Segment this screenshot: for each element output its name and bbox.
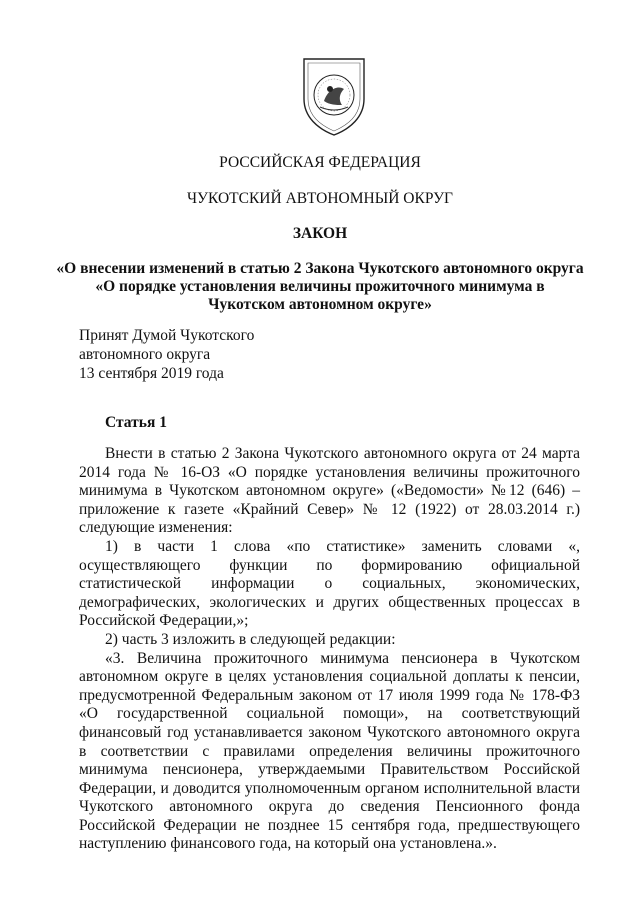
article-paragraph: «3. Величина прожиточного минимума пенсионера в Чукотском автономном округе в целях установления социальной доплаты к пенсии, предусмотренной Федеральным законом от 17 июля 1999 года № 178-ФЗ «О государственной социальной помощи», на соответствующий финансовый год устанавливается законом Чукотского автономного округа в соответствии с правилами определения величины прожиточного минимума пенсионера, утверждаемыми Правительством Российской Федерации, и доводится уполномоченным органом исполнительной власти Чукотского автономного округа до сведения Пенсионного фонда Российской Федерации не позднее 15 сентября года, предшествующего наступлению финансового года, на который она установлена.». — [79, 649, 580, 853]
article-paragraph: Внести в статью 2 Закона Чукотского автономного округа от 24 марта 2014 года № 16-ОЗ «О порядке установления величины прожиточного минимума в Чукотском автономном округе» («Ведомости» №12 (646) – приложение к газете «Крайний Север» № 12 (1922) от 28.03.2014 г.) следующие изменения: — [79, 445, 580, 537]
document-type: ЗАКОН — [292, 225, 348, 242]
adoption-line: Принят Думой Чукотского — [79, 327, 255, 344]
article-body — [79, 445, 580, 854]
law-title-line: Чукотском автономном округе» — [208, 296, 432, 313]
adoption-info — [79, 326, 254, 383]
coat-of-arms-icon — [300, 55, 368, 137]
adoption-line: автономного округа — [79, 346, 211, 363]
adoption-date: 13 сентября 2019 года — [79, 365, 224, 382]
region-heading: ЧУКОТСКИЙ АВТОНОМНЫЙ ОКРУГ — [186, 190, 454, 207]
article-heading: Статья 1 — [105, 414, 167, 431]
article-paragraph: 2) часть 3 изложить в следующей редакции: — [105, 630, 396, 648]
article-paragraph: 1) в части 1 слова «по статистике» заменить словами «, осуществляющего функции по формированию официальной статистической информации о социальных, экономических, демографических, экологических и других общественных процессах в Российской Федерации,»; — [79, 537, 580, 630]
law-title-line: «О порядке установления величины прожиточного минимума в — [95, 278, 545, 295]
country-heading: РОССИЙСКАЯ ФЕДЕРАЦИЯ — [219, 154, 421, 171]
law-title-line: «О внесении изменений в статью 2 Закона Чукотского автономного округа — [56, 260, 584, 277]
